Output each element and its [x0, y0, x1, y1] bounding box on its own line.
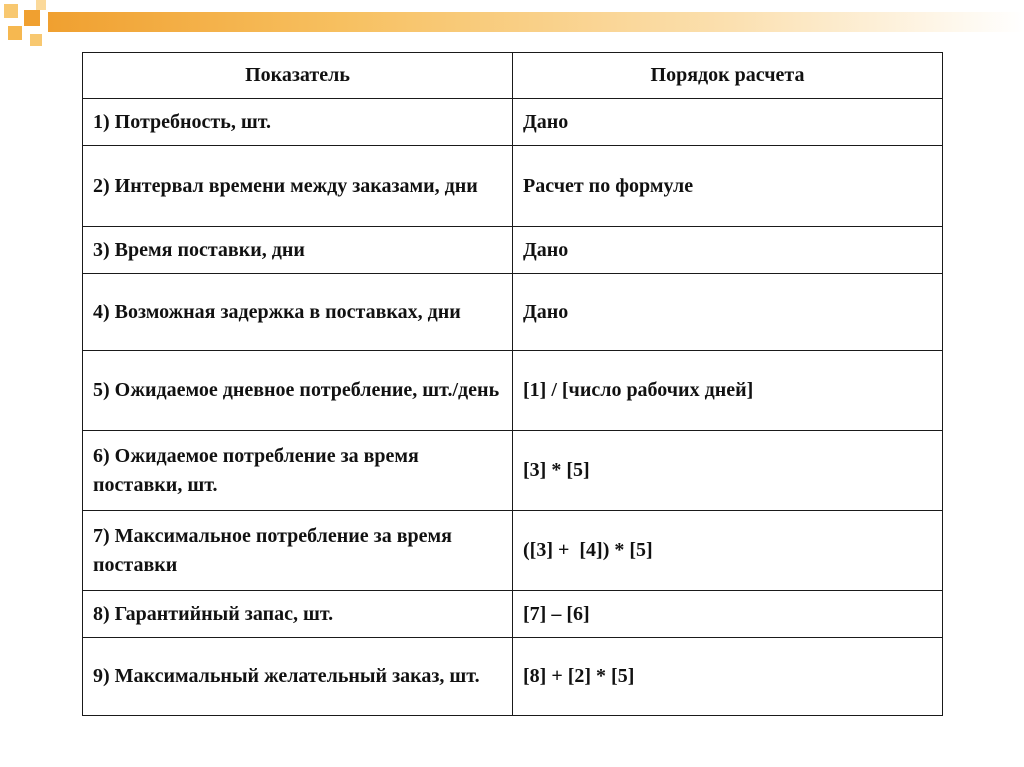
indicator-cell: 9) Максимальный желательный заказ, шт. — [83, 638, 513, 716]
table-header-row — [83, 53, 943, 99]
indicator-cell: 4) Возможная задержка в поставках, дни — [83, 274, 513, 351]
table-row — [83, 274, 943, 351]
calc-cell: [7] – [6] — [513, 591, 943, 638]
indicator-cell: 5) Ожидаемое дневное потребление, шт./день — [83, 351, 513, 431]
table-row — [83, 511, 943, 591]
calculation-table — [82, 52, 943, 716]
calc-cell: Расчет по формуле — [513, 146, 943, 227]
table-row — [83, 638, 943, 716]
calc-cell: Дано — [513, 99, 943, 146]
indicator-cell: 2) Интервал времени между заказами, дни — [83, 146, 513, 227]
decorative-top-bar — [48, 12, 1024, 32]
calc-cell: [3] * [5] — [513, 431, 943, 511]
header-calculation: Порядок расчета — [513, 53, 943, 99]
calc-cell: Дано — [513, 274, 943, 351]
decorative-square — [8, 26, 22, 40]
decorative-square — [24, 10, 40, 26]
indicator-cell: 7) Максимальное потребление за время поставки — [83, 511, 513, 591]
table-row — [83, 99, 943, 146]
calc-cell: Дано — [513, 227, 943, 274]
decorative-square — [30, 34, 42, 46]
table-row — [83, 351, 943, 431]
table-row — [83, 227, 943, 274]
indicator-cell: 6) Ожидаемое потребление за время поставки, шт. — [83, 431, 513, 511]
calc-cell: [1] / [число рабочих дней] — [513, 351, 943, 431]
decorative-square — [4, 4, 18, 18]
calc-cell: [8] + [2] * [5] — [513, 638, 943, 716]
indicator-cell: 8) Гарантийный запас, шт. — [83, 591, 513, 638]
table-row — [83, 591, 943, 638]
table-row — [83, 431, 943, 511]
indicator-cell: 3) Время поставки, дни — [83, 227, 513, 274]
decorative-square — [36, 0, 46, 10]
indicator-cell: 1) Потребность, шт. — [83, 99, 513, 146]
table-row — [83, 146, 943, 227]
calc-cell: ([3] + [4]) * [5] — [513, 511, 943, 591]
header-indicator: Показатель — [83, 53, 513, 99]
